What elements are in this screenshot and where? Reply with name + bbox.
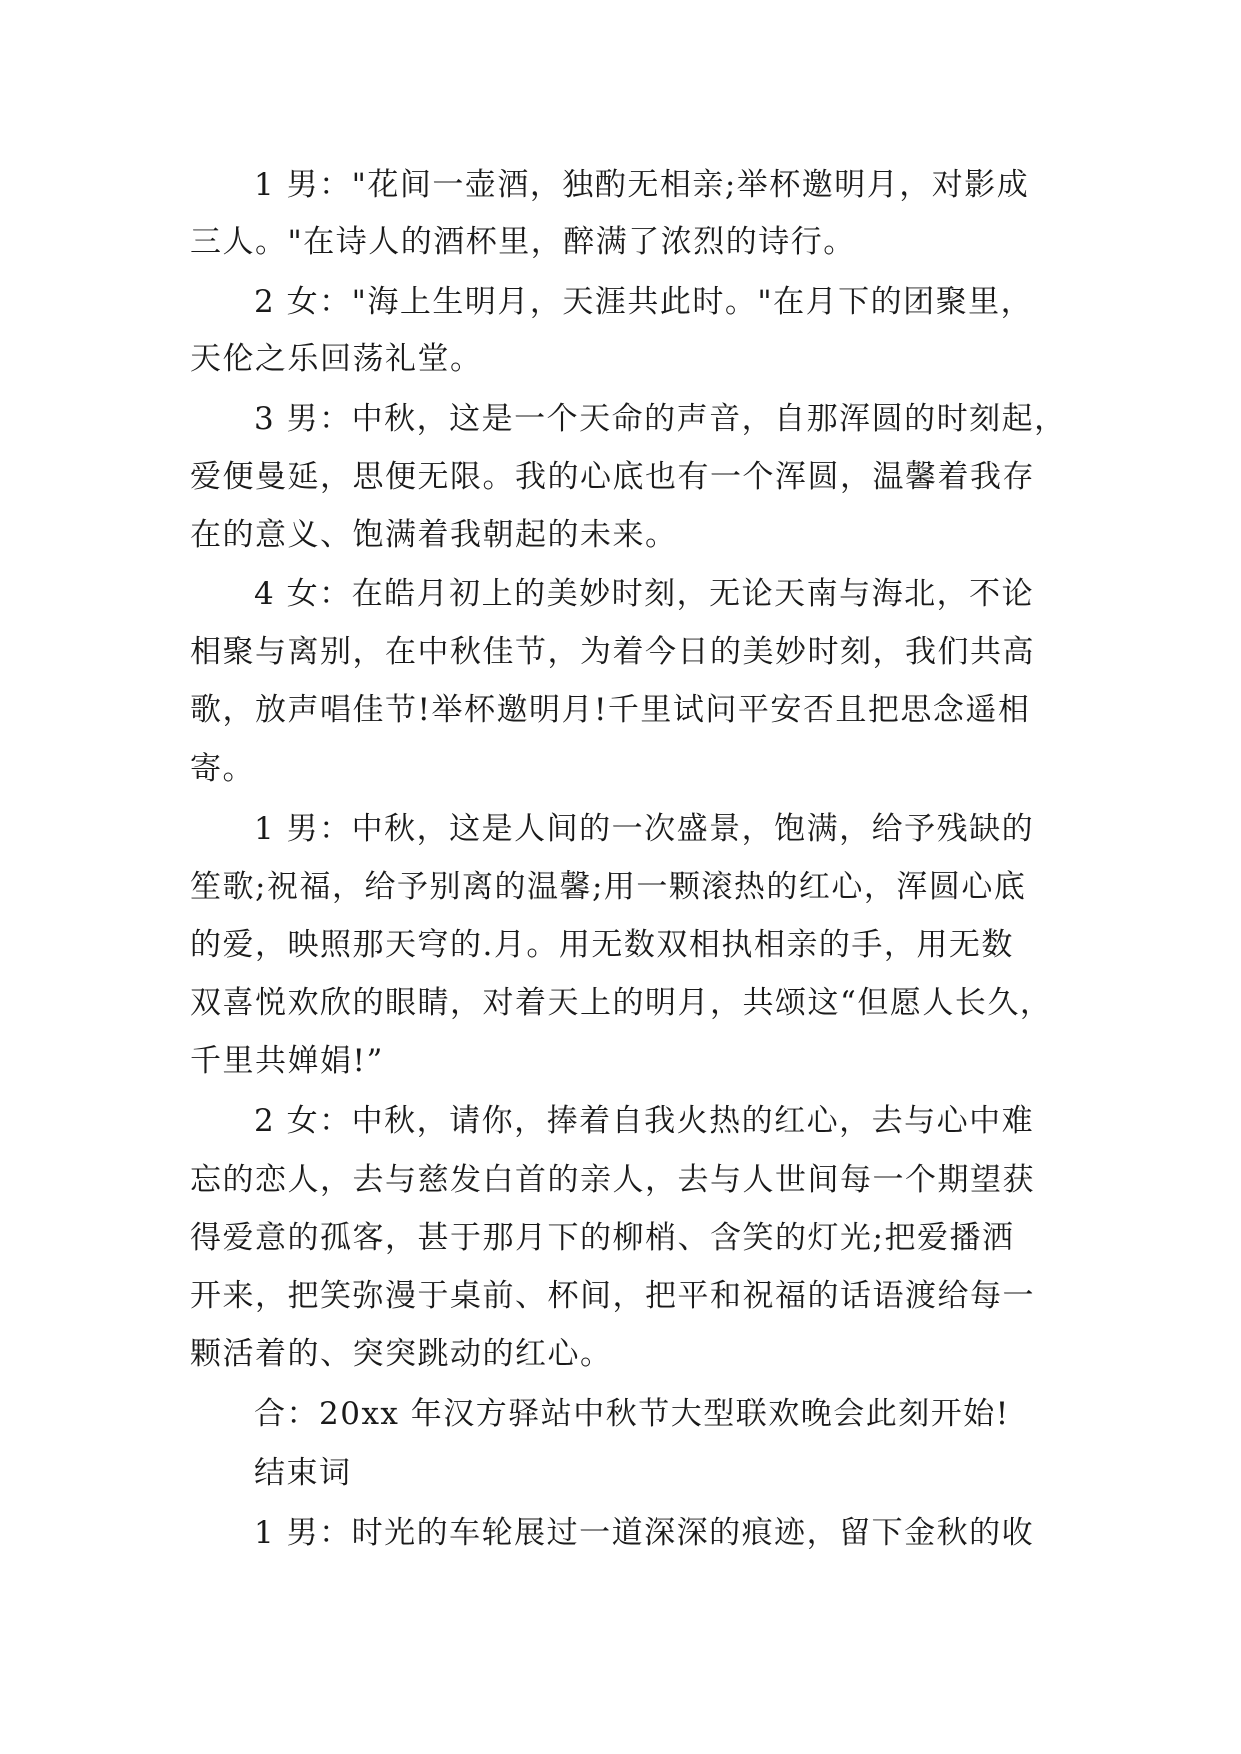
text-line: 的爱，映照那天穹的.月。用无数双相执相亲的手，用无数 bbox=[190, 927, 1014, 963]
text-line: 笙歌;祝福，给予别离的温馨;用一颗滚热的红心，浑圆心底 bbox=[190, 869, 1027, 905]
text-line: 4 女：在皓月初上的美妙时刻，无论天南与海北，不论 bbox=[254, 576, 1035, 612]
text-line: 合：20xx 年汉方驿站中秋节大型联欢晚会此刻开始! bbox=[254, 1396, 1010, 1432]
text-line: 颗活着的、突突跳动的红心。 bbox=[190, 1336, 613, 1372]
text-line: 得爱意的孤客，甚于那月下的柳梢、含笑的灯光;把爱播洒 bbox=[190, 1220, 1015, 1256]
text-line: 寄。 bbox=[190, 751, 255, 787]
text-line: 爱便曼延，思便无限。我的心底也有一个浑圆，温馨着我存 bbox=[190, 459, 1035, 495]
text-line: 2 女：中秋，请你，捧着自我火热的红心，去与心中难 bbox=[254, 1103, 1035, 1139]
text-line: 2 女："海上生明月，天涯共此时。"在月下的团聚里， bbox=[254, 284, 1034, 320]
text-line: 开来，把笑弥漫于桌前、杯间，把平和祝福的话语渡给每一 bbox=[190, 1278, 1035, 1314]
text-line: 歌，放声唱佳节!举杯邀明月!千里试问平安否且把思念遥相 bbox=[190, 692, 1031, 728]
text-line: 双喜悦欢欣的眼睛，对着天上的明月，共颂这“但愿人长久， bbox=[190, 985, 1053, 1021]
text-line: 相聚与离别，在中秋佳节，为着今日的美妙时刻，我们共高 bbox=[190, 634, 1035, 670]
text-line: 天伦之乐回荡礼堂。 bbox=[190, 341, 483, 377]
text-line: 1 男：时光的车轮展过一道深深的痕迹，留下金秋的收 bbox=[254, 1515, 1035, 1551]
text-line: 千里共婵娟!” bbox=[190, 1043, 384, 1079]
text-line: 1 男：中秋，这是人间的一次盛景，饱满，给予残缺的 bbox=[254, 811, 1035, 847]
text-line: 忘的恋人，去与慈发白首的亲人，去与人世间每一个期望获 bbox=[190, 1162, 1035, 1198]
text-line: 三人。"在诗人的酒杯里，醉满了浓烈的诗行。 bbox=[190, 224, 856, 260]
text-line: 1 男："花间一壶酒，独酌无相亲;举杯邀明月，对影成 bbox=[254, 167, 1030, 203]
text-line: 3 男：中秋，这是一个天命的声音，自那浑圆的时刻起， bbox=[254, 401, 1067, 437]
text-line: 在的意义、饱满着我朝起的未来。 bbox=[190, 517, 678, 553]
heading-closing-remarks: 结束词 bbox=[254, 1455, 352, 1491]
